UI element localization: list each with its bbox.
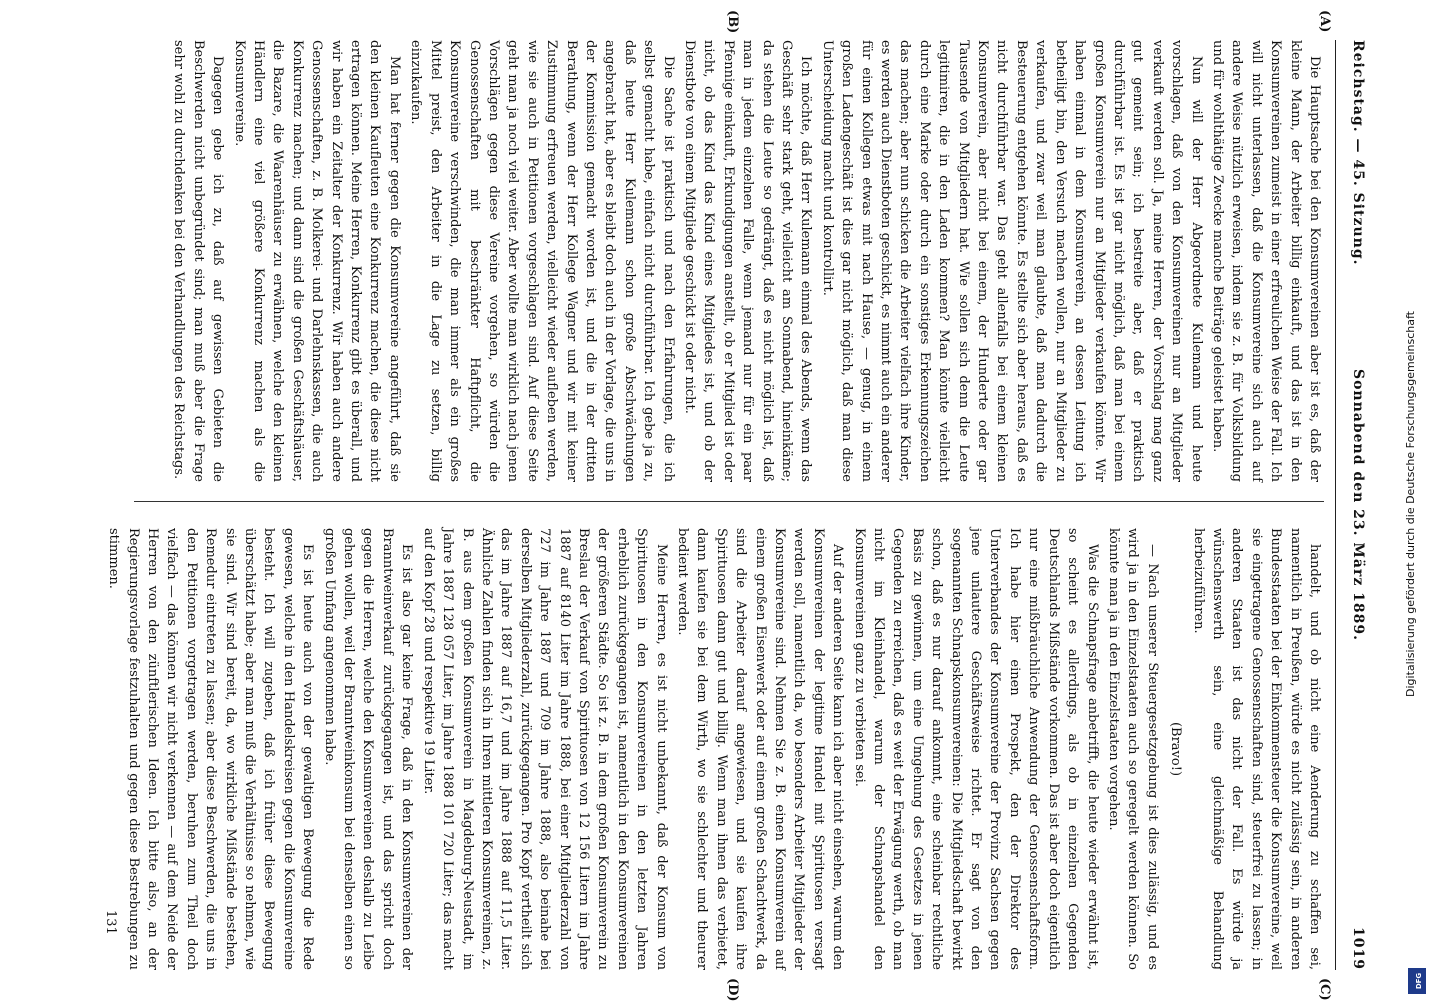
digitization-text: Digitalisierung gefördert durch die Deutsche Forschungsgemeinschaft [1404,311,1417,697]
dfg-logo-text: DFG [1415,972,1424,990]
margin-marker-b: (B) [725,10,740,34]
paragraph: Man hat ferner gegen die Konsumvereine angeführt, daß sie den kleinen Kaufleuten eine Konkurrenz machen, die diese nicht ertragen können. Meine Herren, Konkurrenz gibt es überall, und wir haben ein Zeitalter der Konkurrenz. Wir haben auch andere Genossenschaften, z. B. Molkerei- und Darlehnskassen, die auch Konkurrenz machen; und dann sind die großen Geschäftshäuser, die Bazare, die Waarenhäuser zu erwähnen, welche den kleinen Händlern eine viel größere Konkurrenz machen als die Konsumvereine. [231,40,402,482]
header-date: Sonnabend den 23. März 1889. [1350,368,1366,641]
margin-marker-c: (C) [1317,978,1332,1001]
margin-marker-a: (A) [1317,10,1332,33]
paragraph: handelt, und ob nicht eine Aenderung zu schaffen sei, namentlich in Preußen, würde es nicht zulässig sein, in anderen Bundesstaaten bei der Einkommensteuer die Konsumvereine, weil sie eingetragene Genossenschaften sind, steuerfrei zu lassen; in anderen Staaten ist das nicht der Fall. Es würde ja wünschenswerth sein, eine gleichmäßige Behandlung herbeizuführen. [1190,528,1322,970]
dfg-logo-icon [1408,968,1426,994]
paragraph: Meine Herren, es ist nicht unbekannt, daß der Konsum von Spirituosen in den Konsumvereinen in den letzten Jahren erheblich zurückgegangen ist, namentlich in den Konsumvereinen der größeren Städte. So ist z. B. in dem großen Konsumverein zu Breslau der Verkauf von Spirituosen von 12 156 Litern im Jahre 1887 auf 8140 Liter im Jahre 1888, bei einer Mitgliederzahl von 727 im Jahre 1887 und 709 im Jahre 1888, also beinahe bei derselben Mitgliederzahl, zurückgegangen. Pro Kopf vertheilt sich das im Jahre 1887 auf 16,7 und im Jahre 1888 auf 11,5 Liter. Ähnliche Zahlen finden sich in Ihren mittleren Konsumvereinen, z. B. aus dem großen Konsumverein in Magdeburg-Neustadt, im Jahre 1887 128 057 Liter, im Jahre 1888 101 720 Liter; das macht auf den Kopf 28 und respektive 19 Liter. [420,528,669,970]
paragraph: Es ist heute auch von der gewaltigen Bewegung die Rede gewesen, welche in den Handelskreisen gegen die Konsumvereine besteht. Ich will zugeben, daß ich früher diese Bewegung überschätzt habe; aber man muß die Verhältnisse so nehmen, wie sie sind. Wir sind bereit, da, wo wirkliche Mißstände bestehen, Remedur eintreten zu lassen; aber diese Beschwerden, die uns in den Petitionen vorgetragen werden, beruhen zum Theil doch vielfach — das können wir nicht verkennen — auf dem Neide der Herren von den zünftlerischen Ideen. Ich bitte also, an der Regierungsvorlage festzuhalten und gegen diese Bestrebungen zu stimmen. [106,528,316,970]
paragraph: Die Sache ist praktisch und nach den Erfahrungen, die ich selbst gemacht habe, einfach nicht durchführbar. Ich gebe ja zu, daß heute Herr Kulemann schon große Abschwächungen angebracht hat, aber es bleibt doch auch in der Vorlage, die uns in der Kommission gemacht worden ist, und die in der dritten Berathung, wenn der Herr Kollege Wagner und wir mit keiner Zustimmung erfreuen werden, vielleicht wieder aufleben werden, wie sie auch in Petitionen vorgeschlagen sind. Auf diese Seite geht man ja noch viel weiter. Aber wollte man wirklich nach jenen Vorschlägen gegen diese Vereine vorgehen, so würden die Genossenschaften mit beschränkter Haftpflicht, die Konsumvereine verschwinden, die man immer als ein großes Mittel preist, den Arbeiter in die Lage zu setzen, billig einzukaufen. [408,40,676,482]
paragraph: Auf der anderen Seite kann ich aber nicht einsehen, warum den Konsumvereinen der legitime Handel mit Spirituosen versagt werden soll, namentlich da, wo besonders Arbeiter Mitglieder der Konsumvereine sind. Nehmen Sie z. B. einen Konsumverein auf einem großen Eisenwerk oder auf einem großen Schachtwerk, da sind die Arbeiter darauf angewiesen, und sie kaufen ihre Spirituosen dann gut und billig. Wenn man ihnen das verbietet, dann kaufen sie bei dem Wirth, wo sie schlechter und theurer bedient werden. [675,528,846,970]
left-text-column [134,40,1324,482]
paragraph: Was die Schnapsfrage anbetrifft, die heute wieder erwähnt ist, so scheint es allerdings, als ob in einzelnen Gegenden Deutschlands Mißstände vorkommen. Das ist aber doch eigentlich nur eine mißbräuchliche Anwendung der Genossenschaftsform. Ich habe hier einen Prospekt, den der Direktor des Unterverbandes der Konsumvereine der Provinz Sachsen gegen jene unlautere Geschäftsweise richtet. Er sagt von den sogenannten Schnapskonsumvereinen: Die Mitgliedschaft bewirkt schon, daß es nur darauf ankommt, eine scheinbar rechtliche Basis zu gewinnen, um eine Umgehung des Gesetzes in jenen Gegenden zu erreichen, daß es weit der Erwägung werth, ob man nicht im Kleinhandel, warum der Schnapshandel den Konsumvereinen ganz zu verbieten sei. [851,528,1100,970]
paragraph: Es ist also gar keine Frage, daß in den Konsumvereinen der Branntweinverkauf zurückgegangen ist, und das spricht doch gegen die Herren, welche den Konsumvereinen deshalb zu Leibe gehen wollen, weil der Branntweinkonsum bei denselben einen so großen Umfang angenommen habe. [321,528,415,970]
sheet-number: 131 [103,910,118,935]
header-page-number: 1019 [1350,927,1366,970]
paragraph: Nun will der Herr Abgeordnete Kulemann und heute vorschlagen, daß von den Konsumvereinen nur an Mitglieder verkauft werden soll. Ja, meine Herren, der Vorschlag mag ganz gut gemeint sein; ich bestreite aber, daß er praktisch durchführbar ist. Es ist gar nicht möglich, daß man bei einem großen Konsumverein nur an Mitglieder verkaufen könnte. Wir haben einmal in dem Konsumverein, an dessen Leitung ich betheiligt bin, den Versuch machen wollen, nur an Mitglieder zu verkaufen, und zwar weil man glaubte, daß man dadurch die Besteuerung entgehen könnte. Es stellte sich aber heraus, daß es nicht durchführbar war. Das geht allenfalls bei einem kleinen Konsumverein, aber nicht bei einem, der Hunderte oder gar Tausende von Mitgliedern hat. Wie sollen sich denn die Leute legitimiren, die in den Laden kommen? Man könnte vielleicht durch eine Marke oder durch ein sonstiges Erkennungszeichen das machen; aber nun schicken die Arbeiter vielfach ihre Kinder, es werden auch Dienstboten geschickt, es nimmt auch ein anderer für einen Kollegen etwas mit nach Hause, — genug, in einem großen Ladengeschäft ist dies gar nicht möglich, daß man diese Unterscheidung macht und kontrollirt. [819,40,1204,482]
column-divider [134,501,1324,502]
applause-note: (Bravo!) [1168,721,1184,777]
paragraph: Ich möchte, daß Herr Kulemann einmal des Abends, wenn das Geschäft sehr stark geht, vielleicht am Sonnabend, hineinkäme; da stehen die Leute so gedrängt, daß es nicht möglich ist, daß man in jedem einzelnen Falle, wenn jemand nur für ein paar Pfennige einkauft, Erkundigungen anstellt, ob er Mitglied ist oder nicht, ob das Kind das Kind eines Mitgliedes ist, und ob der Dienstbote von einem Mitgliede geschickt ist oder nicht. [682,40,814,482]
margin-marker-d: (D) [725,978,740,1002]
digitization-credit [1393,4,1429,996]
paragraph: Die Hauptsache bei den Konsumvereinen aber ist es, daß der kleine Mann, der Arbeiter billig einkauft, und das ist in den Konsumvereinen zumeist in einer erfreulichen Weise der Fall. Ich will nicht unterlassen, daß die Konsumvereine sich auch auf andere Weise nützlich erweisen, indem sie z. B. für Volksbildung und für wohlthätige Zwecke manche Beiträge geleistet haben. [1209,40,1322,482]
paragraph: Dagegen gebe ich zu, daß auf gewissen Gebieten die Beschwerden nicht unbegründet sind; man muß aber die Frage sehr wohl zu durchdenken bei den Verhandlungen des Reichstags. [171,40,226,482]
header-session: Reichstag. — 45. Sitzung. [1350,40,1366,266]
header-rule [1335,40,1336,970]
paragraph: — Nach unserer Steuergesetzgebung ist dies zulässig, und es wird ja in den Einzelstaaten auch so geregelt werden können. So könnte man ja in den Einzelstaaten vorgehen. [1105,528,1160,970]
newspaper-page [70,0,1380,1000]
running-header [1344,40,1370,970]
